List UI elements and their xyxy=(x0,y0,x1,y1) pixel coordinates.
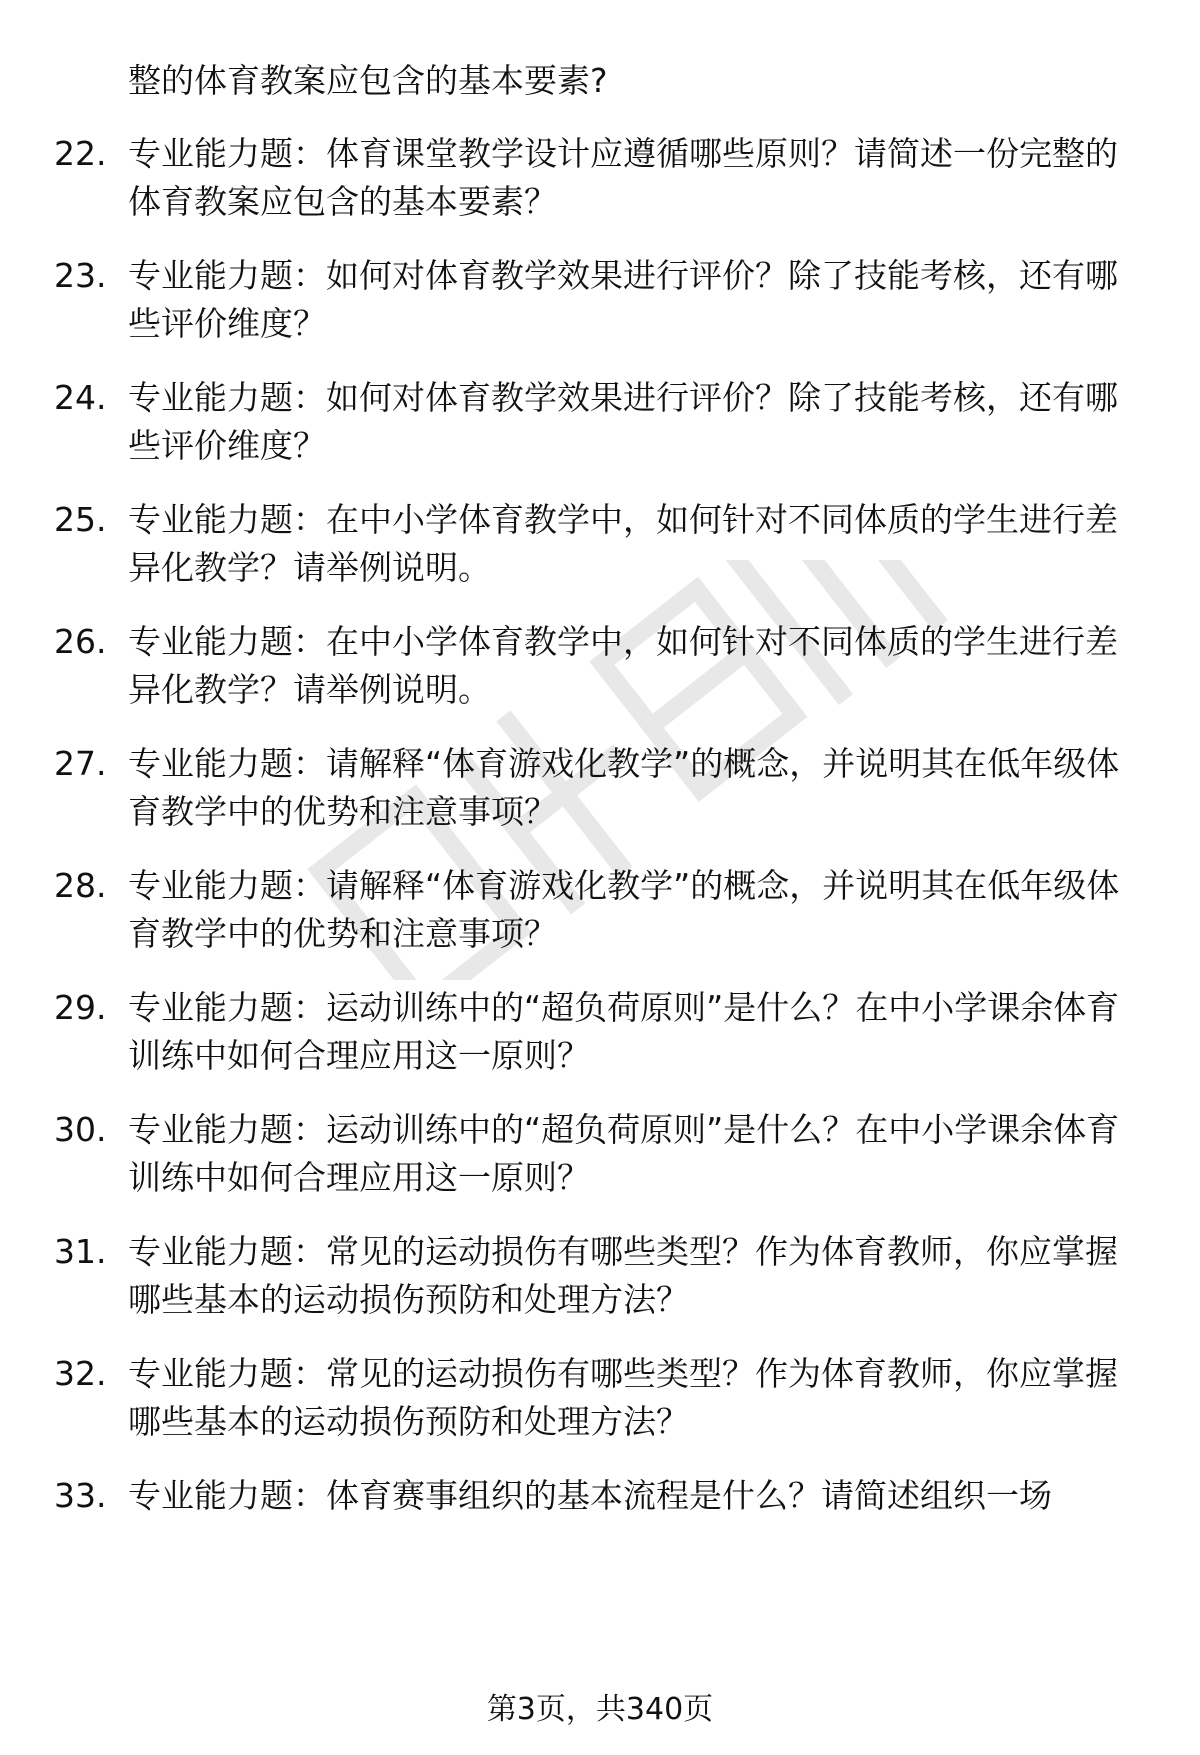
question-text: 专业能力题：如何对体育教学效果进行评价？除了技能考核，还有哪些评价维度？ xyxy=(128,256,1118,343)
continuation-text: 整的体育教案应包含的基本要素? xyxy=(128,61,608,100)
question-text: 专业能力题：体育课堂教学设计应遵循哪些原则？请简述一份完整的体育教案应包含的基本要素？ xyxy=(128,134,1118,221)
question-text: 专业能力题：运动训练中的“超负荷原则”是什么？在中小学课余体育训练中如何合理应用这一原则？ xyxy=(128,988,1120,1075)
question-number: 32. xyxy=(54,1354,107,1393)
question-number: 27. xyxy=(54,744,107,783)
question-text: 专业能力题：如何对体育教学效果进行评价？除了技能考核，还有哪些评价维度？ xyxy=(128,378,1118,465)
question-number: 23. xyxy=(54,256,107,295)
question-number: 31. xyxy=(54,1232,107,1271)
question-text: 专业能力题：体育赛事组织的基本流程是什么？请简述组织一场 xyxy=(128,1476,1052,1515)
question-number: 28. xyxy=(54,866,107,905)
question-text: 专业能力题：请解释“体育游戏化教学”的概念，并说明其在低年级体育教学中的优势和注意事项？ xyxy=(128,744,1120,831)
question-number: 25. xyxy=(54,500,107,539)
question-text: 专业能力题：常见的运动损伤有哪些类型？作为体育教师，你应掌握哪些基本的运动损伤预防和处理方法？ xyxy=(128,1232,1118,1319)
question-number: 30. xyxy=(54,1110,107,1149)
question-text: 专业能力题：常见的运动损伤有哪些类型？作为体育教师，你应掌握哪些基本的运动损伤预防和处理方法？ xyxy=(128,1354,1118,1441)
question-text: 专业能力题：请解释“体育游戏化教学”的概念，并说明其在低年级体育教学中的优势和注意事项？ xyxy=(128,866,1120,953)
question-text: 专业能力题：在中小学体育教学中，如何针对不同体质的学生进行差异化教学？请举例说明。 xyxy=(128,500,1118,587)
question-number: 22. xyxy=(54,134,107,173)
question-number: 29. xyxy=(54,988,107,1027)
page-footer: 第3页，共340页 xyxy=(486,1692,714,1727)
question-text: 专业能力题：运动训练中的“超负荷原则”是什么？在中小学课余体育训练中如何合理应用这一原则？ xyxy=(128,1110,1120,1197)
question-number: 26. xyxy=(54,622,107,661)
question-number: 33. xyxy=(54,1476,107,1515)
question-text: 专业能力题：在中小学体育教学中，如何针对不同体质的学生进行差异化教学？请举例说明。 xyxy=(128,622,1118,709)
question-number: 24. xyxy=(54,378,107,417)
